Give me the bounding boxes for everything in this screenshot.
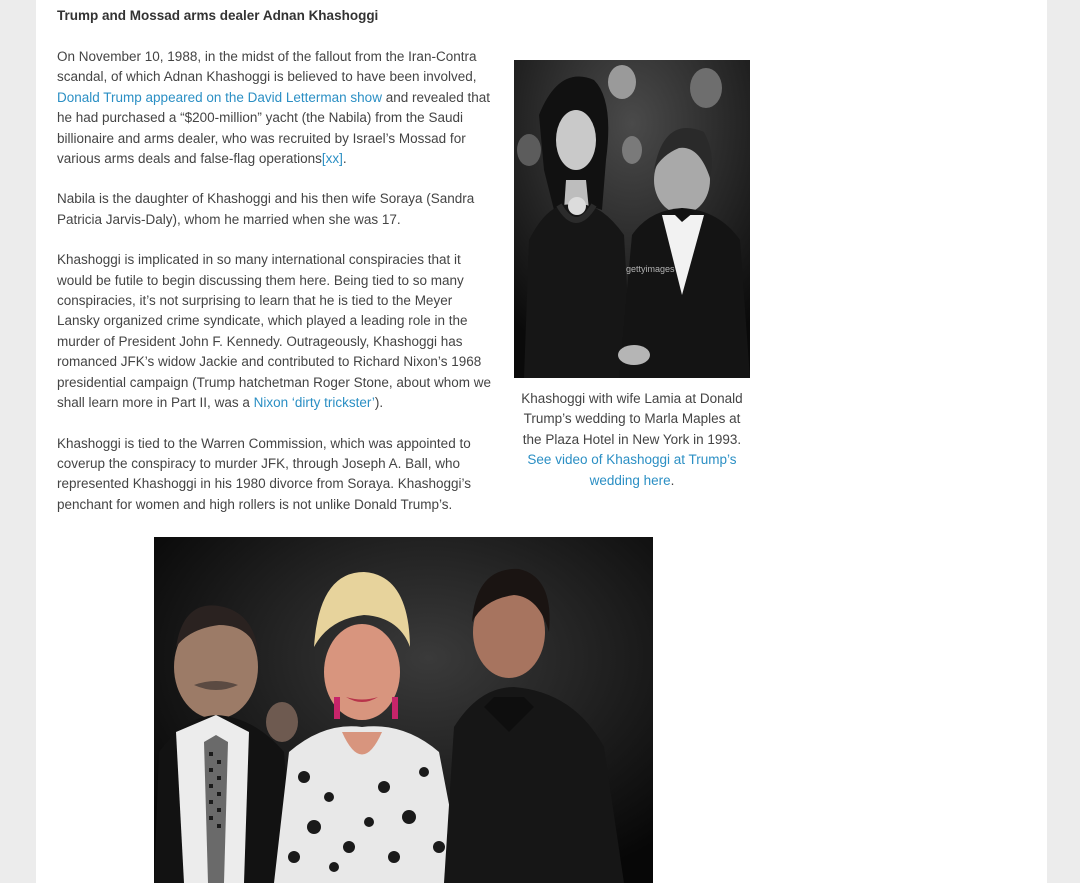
paragraph-2: Nabila is the daughter of Khashoggi and his then wife Soraya (Sandra Patricia Jarvis-Daly), whom he married when she was 17. (57, 191, 475, 227)
paragraph-1-text: On November 10, 1988, in the midst of the fallout from the Iran-Contra scandal, of which Adnan Khashoggi is believed to have been involved, (57, 49, 477, 85)
letterman-link[interactable]: Donald Trump appeared on the David Letterman show (57, 89, 382, 105)
paragraph-3-end: ). (374, 395, 384, 411)
figure-1-caption-text: Khashoggi with wife Lamia at Donald Trump’s wedding to Marla Maples at the Plaza Hotel in New York in 1993. (521, 391, 743, 447)
figure-1-caption (514, 389, 750, 491)
nixon-trickster-link[interactable]: Nixon ‘dirty trickster’ (253, 395, 375, 411)
paragraph-3 (57, 250, 495, 413)
paragraph-3-text: Khashoggi is implicated in so many international conspiracies that it would be futile to begin discussing them here. Being tied to so many conspiracies, it’s not surprising to learn that he is tied to the Meyer Lansky organized crime syndicate, which played a leading role in the murder of President John F. Kennedy. Outrageously, Khashoggi has romanced JFK’s widow Jackie and contributed to Richard Nixon’s 1968 presidential campaign (Trump hatchetman Roger Stone, about whom we shall learn more in Part II, was a (57, 252, 491, 411)
figure-1-caption-end: . (670, 472, 675, 488)
khashoggi-ivana-photo (154, 537, 653, 883)
paragraph-1-end: . (342, 151, 347, 167)
article-card (36, 0, 1047, 883)
paragraph-1-text-cont: and revealed that he had purchased a “$200-million” yacht (the Nabila) from the Saudi billionaire and arms dealer, who was recruited by Israel’s Mossad for various arms deals and false-flag operations (57, 89, 491, 167)
article-heading: Trump and Mossad arms dealer Adnan Khashoggi (57, 8, 379, 23)
footnote-link[interactable]: [xx] (321, 151, 343, 167)
paragraph-4: Khashoggi is tied to the Warren Commission, which was appointed to coverup the conspiracy to murder JFK, through Joseph A. Ball, who represented Khashoggi in his 1980 divorce from Soraya. Khashoggi’s penchant for women and high rollers is not unlike Donald Trump’s. (57, 435, 472, 512)
paragraph-1 (57, 47, 495, 169)
article-body (57, 47, 495, 535)
wedding-video-link[interactable]: See video of Khashoggi at Trump’s wedding here (527, 452, 737, 488)
getty-watermark: gettyimages (626, 264, 675, 274)
khashoggi-wedding-photo (514, 60, 750, 378)
